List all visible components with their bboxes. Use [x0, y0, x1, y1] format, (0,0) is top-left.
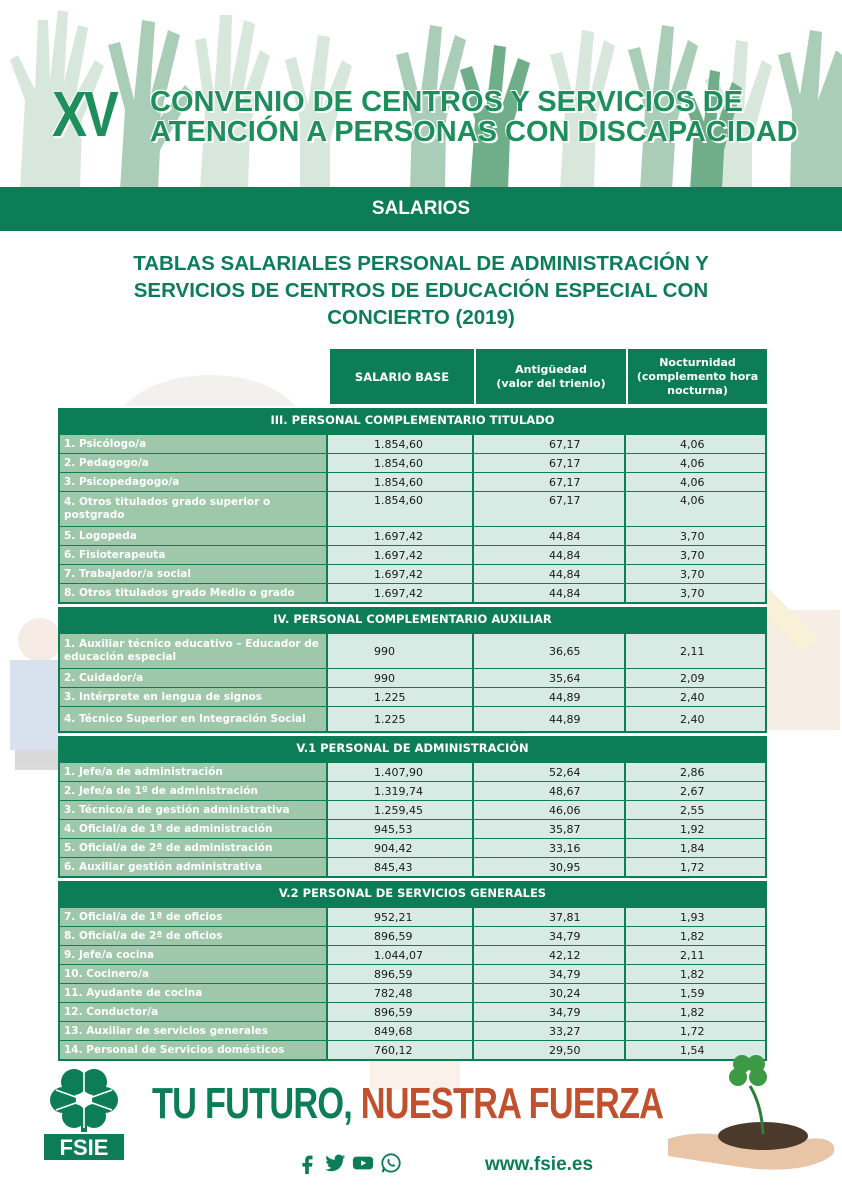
table-row — [60, 763, 765, 781]
row-label: 11. Ayudante de cocina — [60, 984, 326, 1002]
table-row — [60, 634, 765, 668]
table-header — [58, 349, 767, 405]
nocturnidad-cell: 2,11 — [626, 634, 765, 668]
base-salary-cell: 1.854,60 — [328, 473, 472, 491]
section-body — [58, 761, 767, 878]
table-row — [60, 454, 765, 472]
base-salary-cell: 990 — [328, 634, 472, 668]
base-salary-cell: 1.225 — [328, 688, 472, 706]
nocturnidad-cell: 1,72 — [626, 1022, 765, 1040]
antiguedad-cell: 35,87 — [474, 820, 624, 838]
section-header: V.2 PERSONAL DE SERVICIOS GENERALES — [58, 879, 767, 906]
base-salary-cell: 1.697,42 — [328, 565, 472, 583]
twitter-icon[interactable] — [324, 1152, 346, 1174]
row-label: 4. Oficial/a de 1ª de administración — [60, 820, 326, 838]
nocturnidad-cell: 3,70 — [626, 584, 765, 602]
facebook-icon[interactable] — [296, 1152, 318, 1174]
row-label: 2. Jefe/a de 1º de administración — [60, 782, 326, 800]
base-salary-cell: 896,59 — [328, 927, 472, 945]
base-salary-cell: 849,68 — [328, 1022, 472, 1040]
base-salary-cell: 945,53 — [328, 820, 472, 838]
base-salary-cell: 1.225 — [328, 707, 472, 731]
base-salary-cell: 782,48 — [328, 984, 472, 1002]
antiguedad-cell: 44,84 — [474, 527, 624, 545]
table-row — [60, 473, 765, 491]
antiguedad-cell: 48,67 — [474, 782, 624, 800]
antiguedad-cell: 35,64 — [474, 669, 624, 687]
nocturnidad-cell: 2,55 — [626, 801, 765, 819]
table-row — [60, 546, 765, 564]
table-row — [60, 965, 765, 983]
antiguedad-cell: 34,79 — [474, 927, 624, 945]
antiguedad-cell: 42,12 — [474, 946, 624, 964]
row-label: 1. Jefe/a de administración — [60, 763, 326, 781]
column-header-base — [330, 349, 474, 404]
salary-table — [58, 349, 767, 1061]
nocturnidad-cell: 1,82 — [626, 965, 765, 983]
table-row — [60, 984, 765, 1002]
antiguedad-cell: 33,27 — [474, 1022, 624, 1040]
table-row — [60, 782, 765, 800]
base-salary-cell: 1.854,60 — [328, 492, 472, 526]
table-sections — [58, 406, 767, 1061]
row-label: 3. Técnico/a de gestión administrativa — [60, 801, 326, 819]
base-salary-cell: 952,21 — [328, 908, 472, 926]
antiguedad-cell: 52,64 — [474, 763, 624, 781]
column-header-antiguedad — [476, 349, 626, 404]
antiguedad-cell: 36,65 — [474, 634, 624, 668]
page-title: TABLAS SALARIALES PERSONAL DE ADMINISTRACIÓN Y SERVICIOS DE CENTROS DE EDUCACIÓN ESPECIAL CON CONCIERTO (2019) — [133, 252, 709, 329]
row-label: 3. Psicopedagogo/a — [60, 473, 326, 491]
row-label: 14. Personal de Servicios domésticos — [60, 1041, 326, 1059]
row-label: 10. Cocinero/a — [60, 965, 326, 983]
nocturnidad-cell: 4,06 — [626, 492, 765, 526]
antiguedad-cell: 67,17 — [474, 473, 624, 491]
row-label: 2. Pedagogo/a — [60, 454, 326, 472]
nocturnidad-cell: 1,54 — [626, 1041, 765, 1059]
column-header-nocturnidad-label: Nocturnidad (complemento hora nocturna) — [636, 355, 759, 397]
convenio-number: XV — [52, 78, 116, 150]
antiguedad-cell: 34,79 — [474, 965, 624, 983]
base-salary-cell: 1.259,45 — [328, 801, 472, 819]
row-label: 8. Otros titulados grado Medio o grado — [60, 584, 326, 602]
base-salary-cell: 1.044,07 — [328, 946, 472, 964]
nocturnidad-cell: 3,70 — [626, 565, 765, 583]
nocturnidad-cell: 3,70 — [626, 527, 765, 545]
section-band — [0, 187, 842, 231]
row-label: 9. Jefe/a cocina — [60, 946, 326, 964]
table-row — [60, 801, 765, 819]
nocturnidad-cell: 2,11 — [626, 946, 765, 964]
nocturnidad-cell: 2,40 — [626, 688, 765, 706]
table-row — [60, 1041, 765, 1059]
table-row — [60, 707, 765, 731]
section-band-label: SALARIOS — [371, 198, 471, 219]
website-link[interactable]: www.fsie.es — [485, 1154, 594, 1175]
nocturnidad-cell: 1,72 — [626, 858, 765, 876]
base-salary-cell: 1.697,42 — [328, 584, 472, 602]
table-row — [60, 927, 765, 945]
antiguedad-cell: 30,95 — [474, 858, 624, 876]
table-row — [60, 908, 765, 926]
whatsapp-icon[interactable] — [380, 1152, 402, 1174]
row-label: 5. Logopeda — [60, 527, 326, 545]
antiguedad-cell: 44,89 — [474, 707, 624, 731]
antiguedad-cell: 67,17 — [474, 435, 624, 453]
table-row — [60, 839, 765, 857]
slogan-part-2: NUESTRA FUERZA — [351, 1079, 664, 1128]
nocturnidad-cell: 3,70 — [626, 546, 765, 564]
convenio-title-line1: CONVENIO DE CENTROS Y SERVICIOS DE — [150, 86, 744, 118]
table-row — [60, 435, 765, 453]
nocturnidad-cell: 2,40 — [626, 707, 765, 731]
section-header: IV. PERSONAL COMPLEMENTARIO AUXILIAR — [58, 605, 767, 632]
row-label: 1. Psicólogo/a — [60, 435, 326, 453]
table-row — [60, 688, 765, 706]
nocturnidad-cell: 1,82 — [626, 1003, 765, 1021]
logo-text: FSIE — [59, 1135, 109, 1160]
base-salary-cell: 1.407,90 — [328, 763, 472, 781]
column-header-nocturnidad — [628, 349, 767, 404]
column-header-base-label: SALARIO BASE — [354, 369, 450, 384]
youtube-icon[interactable] — [352, 1152, 374, 1174]
base-salary-cell: 1.697,42 — [328, 527, 472, 545]
nocturnidad-cell: 1,93 — [626, 908, 765, 926]
nocturnidad-cell: 4,06 — [626, 454, 765, 472]
antiguedad-cell: 30,24 — [474, 984, 624, 1002]
row-label: 7. Oficial/a de 1ª de oficios — [60, 908, 326, 926]
base-salary-cell: 1.854,60 — [328, 454, 472, 472]
nocturnidad-cell: 4,06 — [626, 473, 765, 491]
nocturnidad-cell: 1,59 — [626, 984, 765, 1002]
base-salary-cell: 760,12 — [328, 1041, 472, 1059]
section-body — [58, 632, 767, 733]
section-header: V.1 PERSONAL DE ADMINISTRACIÓN — [58, 734, 767, 761]
table-row — [60, 820, 765, 838]
table-row — [60, 858, 765, 876]
antiguedad-cell: 44,84 — [474, 546, 624, 564]
column-header-antiguedad-label: Antigüedad (valor del trienio) — [496, 362, 606, 390]
section-body — [58, 433, 767, 604]
plant-in-hands-illustration — [668, 1044, 838, 1174]
row-label: 6. Fisioterapeuta — [60, 546, 326, 564]
base-salary-cell: 845,43 — [328, 858, 472, 876]
nocturnidad-cell: 1,82 — [626, 927, 765, 945]
table-row — [60, 1003, 765, 1021]
antiguedad-cell: 44,89 — [474, 688, 624, 706]
row-label: 2. Cuidador/a — [60, 669, 326, 687]
antiguedad-cell: 34,79 — [474, 1003, 624, 1021]
antiguedad-cell: 46,06 — [474, 801, 624, 819]
row-label: 12. Conductor/a — [60, 1003, 326, 1021]
nocturnidad-cell: 2,67 — [626, 782, 765, 800]
nocturnidad-cell: 2,86 — [626, 763, 765, 781]
row-label: 4. Otros titulados grado superior o postgrado — [60, 492, 326, 526]
section-header: III. PERSONAL COMPLEMENTARIO TITULADO — [58, 406, 767, 433]
antiguedad-cell: 44,84 — [474, 565, 624, 583]
table-row — [60, 565, 765, 583]
base-salary-cell: 896,59 — [328, 965, 472, 983]
base-salary-cell: 990 — [328, 669, 472, 687]
row-label: 6. Auxiliar gestión administrativa — [60, 858, 326, 876]
table-row — [60, 669, 765, 687]
nocturnidad-cell: 1,84 — [626, 839, 765, 857]
table-row — [60, 946, 765, 964]
antiguedad-cell: 44,84 — [474, 584, 624, 602]
row-label: 4. Técnico Superior en Integración Social — [60, 707, 326, 731]
row-label: 8. Oficial/a de 2ª de oficios — [60, 927, 326, 945]
section-body — [58, 906, 767, 1061]
nocturnidad-cell: 1,92 — [626, 820, 765, 838]
base-salary-cell: 896,59 — [328, 1003, 472, 1021]
antiguedad-cell: 67,17 — [474, 454, 624, 472]
slogan-part-1: TU FUTURO, — [152, 1079, 352, 1128]
row-label: 7. Trabajador/a social — [60, 565, 326, 583]
social-links — [296, 1152, 402, 1174]
table-row — [60, 527, 765, 545]
row-label: 1. Auxiliar técnico educativo – Educador de educación especial — [60, 634, 326, 668]
nocturnidad-cell: 4,06 — [626, 435, 765, 453]
base-salary-cell: 1.854,60 — [328, 435, 472, 453]
base-salary-cell: 1.697,42 — [328, 546, 472, 564]
table-row — [60, 492, 765, 526]
antiguedad-cell: 33,16 — [474, 839, 624, 857]
antiguedad-cell: 67,17 — [474, 492, 624, 526]
fsie-logo — [44, 1062, 124, 1162]
table-row — [60, 584, 765, 602]
convenio-title-line2: ATENCIÓN A PERSONAS CON DISCAPACIDAD — [150, 116, 798, 148]
row-label: 5. Oficial/a de 2ª de administración — [60, 839, 326, 857]
slogan — [152, 1079, 664, 1128]
base-salary-cell: 904,42 — [328, 839, 472, 857]
base-salary-cell: 1.319,74 — [328, 782, 472, 800]
row-label: 3. Intérprete en lengua de signos — [60, 688, 326, 706]
nocturnidad-cell: 2,09 — [626, 669, 765, 687]
table-row — [60, 1022, 765, 1040]
antiguedad-cell: 37,81 — [474, 908, 624, 926]
row-label: 13. Auxiliar de servicios generales — [60, 1022, 326, 1040]
antiguedad-cell: 29,50 — [474, 1041, 624, 1059]
